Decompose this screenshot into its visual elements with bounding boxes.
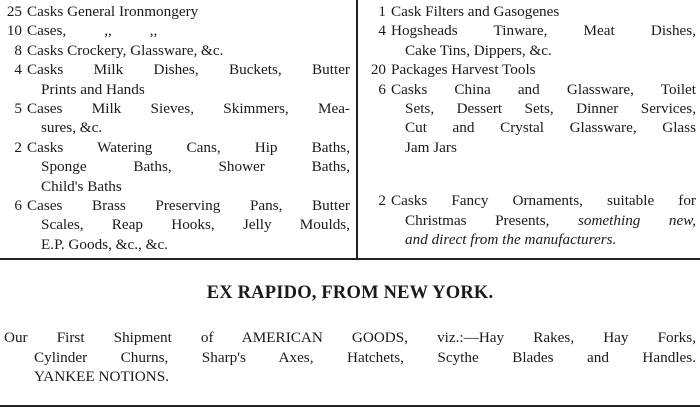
item-description: Casks China and Glassware, Toilet	[391, 80, 696, 98]
item-description: Casks General Ironmongery	[27, 3, 199, 20]
item-description-continued: Christmas Presents, something new,	[405, 211, 696, 229]
list-item	[4, 41, 350, 60]
bottom-divider	[0, 405, 700, 407]
item-description: Cases, ,, ,,	[27, 22, 158, 40]
item-quantity: 2	[378, 192, 386, 210]
item-quantity: 4	[14, 61, 22, 79]
list-item	[4, 21, 350, 40]
paragraph-line: Cylinder Churns, Sharp's Axes, Hatchets, Scythe Blades and Handles.	[34, 348, 696, 366]
list-item	[4, 99, 350, 138]
item-description-continued: Scales, Reap Hooks, Jelly Moulds,	[41, 216, 350, 234]
list-item	[364, 80, 696, 158]
list-item	[4, 60, 350, 99]
list-item	[364, 21, 696, 60]
item-description: Casks Fancy Ornaments, suitable for	[391, 192, 696, 210]
announcement-paragraph	[4, 328, 696, 387]
item-description: Cases Milk Sieves, Skimmers, Mea-	[27, 100, 350, 118]
item-description-continued: and direct from the manufacturers.	[405, 231, 617, 249]
item-quantity: 2	[14, 138, 22, 156]
item-description-continued: E.P. Goods, &c., &c.	[41, 235, 168, 253]
item-description-continued: Sponge Baths, Shower Baths,	[41, 158, 350, 176]
italic-phrase: something new,	[577, 211, 696, 229]
item-description: Casks Milk Dishes, Buckets, Butter	[27, 61, 350, 79]
item-description: Casks Crockery, Glassware, &c.	[27, 41, 224, 59]
item-description-continued: Jam Jars	[405, 138, 457, 156]
item-quantity: 8	[14, 41, 22, 59]
list-item	[4, 138, 350, 196]
item-description: Hogsheads Tinware, Meat Dishes,	[391, 22, 696, 40]
list-item	[4, 2, 350, 21]
column-divider	[356, 0, 358, 258]
list-item	[4, 196, 350, 254]
item-description: Packages Harvest Tools	[391, 61, 536, 79]
item-description-continued: Child's Baths	[41, 177, 122, 195]
item-description-continued: Sets, Dessert Sets, Dinner Services,	[405, 100, 696, 118]
item-quantity: 4	[378, 22, 386, 40]
item-description-continued: Cake Tins, Dippers, &c.	[405, 41, 552, 59]
item-quantity: 20	[370, 61, 386, 79]
section-heading: EX RAPIDO, FROM NEW YORK.	[206, 283, 494, 303]
item-description-continued: sures, &c.	[41, 119, 103, 137]
list-item	[364, 60, 696, 79]
item-quantity: 10	[6, 22, 22, 40]
item-quantity: 25	[6, 3, 22, 20]
item-description: Cases Brass Preserving Pans, Butter	[27, 197, 350, 215]
item-quantity: 6	[378, 80, 386, 98]
item-description-continued: Prints and Hands	[41, 80, 145, 98]
item-quantity: 1	[378, 3, 386, 20]
left-column	[4, 2, 350, 254]
right-column	[364, 2, 696, 249]
paragraph-line: YANKEE NOTIONS.	[34, 368, 169, 386]
list-item	[364, 191, 696, 249]
section-divider	[0, 258, 700, 260]
item-description: Cask Filters and Gasogenes	[391, 3, 560, 20]
list-item	[364, 2, 696, 21]
item-quantity: 5	[14, 100, 22, 118]
item-quantity: 6	[14, 197, 22, 215]
item-description-continued: Cut and Crystal Glassware, Glass	[405, 119, 696, 137]
item-description: Casks Watering Cans, Hip Baths,	[27, 138, 350, 156]
paragraph-line: Our First Shipment of AMERICAN GOODS, viz.:—Hay Rakes, Hay Forks,	[4, 329, 696, 346]
